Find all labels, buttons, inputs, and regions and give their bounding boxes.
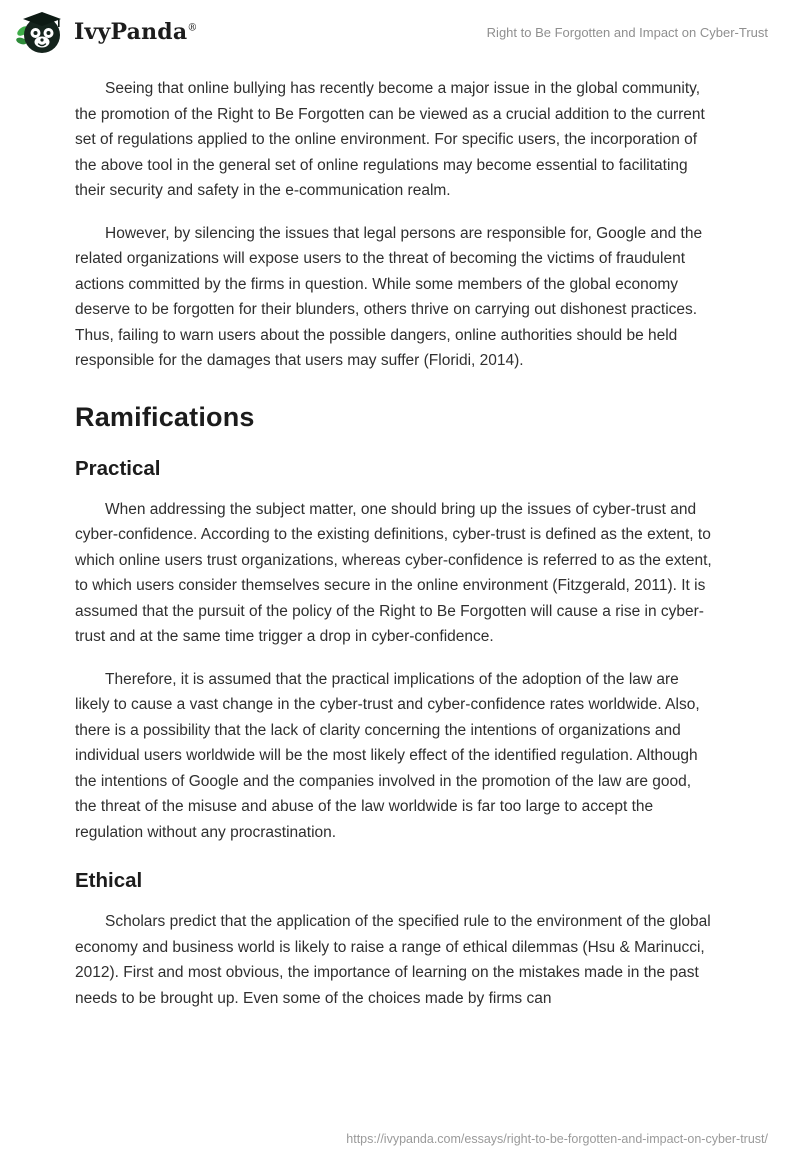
- brand-logo[interactable]: [14, 7, 198, 57]
- document-title-header: Right to Be Forgotten and Impact on Cyber-Trust: [486, 24, 768, 40]
- subsection-heading-practical: Practical: [75, 456, 161, 480]
- footer-source-url[interactable]: https://ivypanda.com/essays/right-to-be-forgotten-and-impact-on-cyber-trust/: [346, 1132, 768, 1146]
- paragraph: When addressing the subject matter, one should bring up the issues of cyber-trust and cyber-confidence. According to the existing definitions, cyber-trust is defined as the extent, to which online users trust organizations, whereas cyber-confidence is referred to as the extent, to which users consider themselves secure in the online environment (Fitzgerald, 2011). It is assumed that the pursuit of the policy of the Right to Be Forgotten will cause a rise in cyber-trust and at the same time trigger a drop in cyber-confidence.: [75, 500, 712, 645]
- subsection-heading-ethical: Ethical: [75, 869, 143, 892]
- section-heading-ramifications: Ramifications: [75, 401, 255, 432]
- essay-body: [0, 60, 800, 1011]
- paragraph: Scholars predict that the application of the specified rule to the environment of the global economy and business world is likely to raise a range of ethical dilemmas (Hsu & Marinucci, 2012). First and most obvious, the importance of learning on the mistakes made in the past needs to be brought up. Even some of the choices made by firms can: [75, 913, 711, 1007]
- brand-name: IvyPanda®: [74, 19, 198, 45]
- paragraph: Therefore, it is assumed that the practical implications of the adoption of the law are likely to cause a vast change in the cyber-trust and cyber-confidence rates worldwide. Also, there is a possibility that the lack of clarity concerning the intentions of organizations and individual users worldwide will be the most likely effect of the identified regulation. Although the intentions of Google and the companies involved in the promotion of the law are good, the threat of the misuse and abuse of the law worldwide is far too large to accept the regulation without any procrastination.: [75, 670, 700, 841]
- paragraph: However, by silencing the issues that legal persons are responsible for, Google and the related organizations will expose users to the threat of becoming the victims of fraudulent actions committed by the firms in question. While some members of the global economy deserve to be forgotten for their blunders, others thrive on carrying out dishonest practices. Thus, failing to warn users about the possible dangers, online authorities should be held responsible for the damages that users may suffer (Floridi, 2014).: [75, 224, 703, 369]
- paragraph: Seeing that online bullying has recently become a major issue in the global community, the promotion of the Right to Be Forgotten can be viewed as a crucial addition to the current set of regulations applied to the online environment. For specific users, the incorporation of the above tool in the general set of online regulations may become essential to facilitating their security and safety in the e-communication realm.: [75, 80, 705, 199]
- page-header: [0, 0, 800, 60]
- registered-mark: ®: [187, 22, 198, 34]
- ivypanda-panda-icon: [14, 7, 64, 57]
